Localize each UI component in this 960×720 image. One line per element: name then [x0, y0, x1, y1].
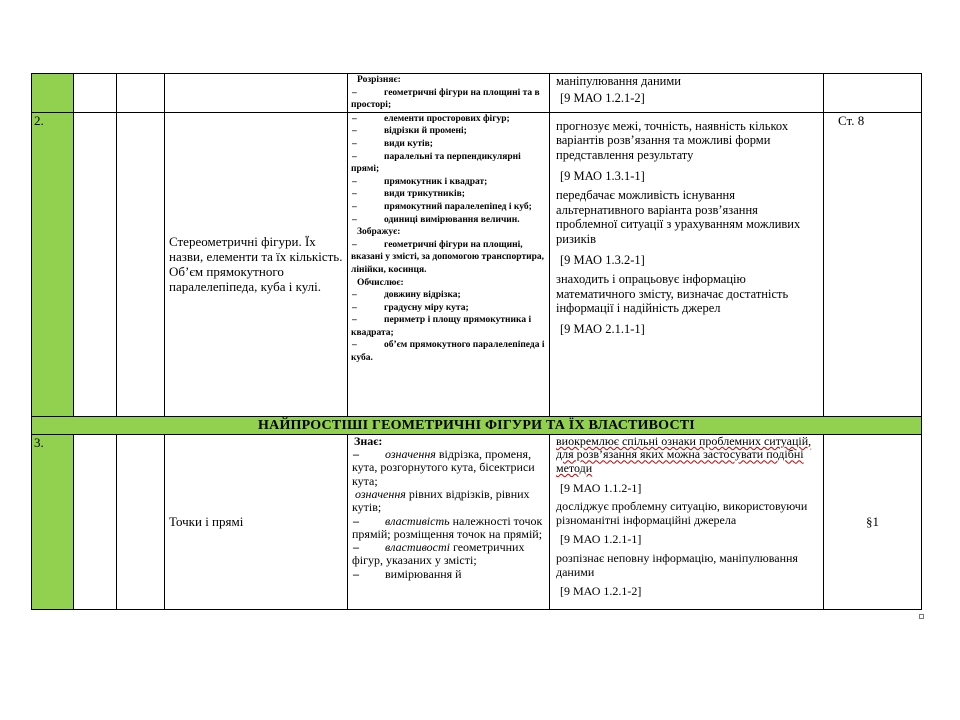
row-number: 3.: [32, 434, 74, 609]
empty-cell: [117, 112, 165, 416]
skills-item: – відрізки й промені;: [351, 125, 547, 138]
section-header-row: [32, 416, 922, 434]
topic-cell: Стереометричні фігури. Їх назви, елементи та їх кількість. Об’єм прямокутного паралелепіпеда, куба і кулі.: [165, 112, 348, 416]
topic-cell: Точки і прямі: [165, 434, 348, 609]
knows-item: означення рівних відрізків, рівних кутів;: [352, 486, 530, 515]
knows-heading: Знає:: [354, 434, 383, 448]
result-text: прогнозує межі, точність, наявність кількох варіантів розв’язання та можливі форми представлення результату: [556, 118, 789, 162]
knows-item: – властивість належності точок прямій; розміщення точок на прямій;: [352, 515, 547, 542]
section-title: НАЙПРОСТІШІ ГЕОМЕТРИЧНІ ФІГУРИ ТА ЇХ ВЛАСТИВОСТІ: [32, 416, 922, 434]
page-ref: Ст. 8: [824, 112, 922, 416]
knows-item: – означення відрізка, променя, кута, розгорнутого кута, бісектриси кута;: [352, 448, 547, 488]
result-code: [9 МАО 1.1.2-1]: [560, 480, 642, 495]
table-row-continued: [32, 74, 922, 113]
skills-cell: [348, 74, 550, 113]
depicts-heading: Зображує:: [357, 227, 401, 238]
knows-item: – властивості геометричних фігур, указаних у змісті;: [352, 541, 547, 568]
skills-item: – одиниці вимірювання величин.: [351, 214, 547, 227]
page-ref: §1: [824, 434, 922, 609]
calculates-item: – об’єм прямокутного паралелепіпеда і куба.: [351, 339, 547, 364]
results-cell: [550, 112, 824, 416]
knows-cell: [348, 434, 550, 609]
table-resize-handle-icon[interactable]: [919, 614, 924, 619]
skills-item: – елементи просторових фігур;: [351, 113, 547, 126]
table-row-2: [32, 112, 922, 416]
calculates-item: – градусну міру кута;: [351, 302, 547, 315]
empty-cell: [74, 112, 117, 416]
number-cell: [32, 74, 74, 113]
skills-heading: Розрізняє:: [357, 75, 401, 85]
results-cell: [550, 434, 824, 609]
result-code: [9 МАО 2.1.1-1]: [560, 321, 645, 336]
result-text: знаходить і опрацьовує інформацію математичного змісту, визначає достатність інформації і надійність джерел: [556, 272, 789, 316]
result-code: [9 МАО 1.2.1-2]: [560, 90, 645, 105]
skills-item: – види кутів;: [351, 138, 547, 151]
result-text: передбачає можливість існування альтернативного варіанта розв’язання проблемної ситуації з урахуванням можливих ризиків: [556, 188, 801, 246]
topic-cell: [165, 74, 348, 113]
empty-cell: [74, 74, 117, 113]
result-text: маніпулювання даними: [556, 74, 681, 88]
curriculum-table: [31, 73, 922, 610]
empty-cell: [117, 74, 165, 113]
depicts-item: – геометричні фігури на площині, вказані у змісті, за допомогою транспортира, лінійки, косинця.: [351, 239, 547, 277]
result-code: [9 МАО 1.3.2-1]: [560, 252, 645, 267]
calculates-item: – довжину відрізка;: [351, 289, 547, 302]
knows-item: – вимірювання й: [352, 568, 547, 581]
skills-cell: [348, 112, 550, 416]
skills-item: – прямокутник і квадрат;: [351, 176, 547, 189]
row-number: 2.: [32, 112, 74, 416]
result-code: [9 МАО 1.2.1-2]: [560, 584, 642, 599]
result-text: виокремлює спільні ознаки проблемних ситуацій, для розв’язання яких можна застосувати подібні методи: [556, 434, 812, 475]
empty-cell: [74, 434, 117, 609]
results-cell: [550, 74, 824, 113]
empty-cell: [117, 434, 165, 609]
result-text: досліджує проблемну ситуацію, використовуючи різноманітні інформаційні джерела: [556, 499, 808, 527]
result-text: розпізнає неповну інформацію, маніпулювання даними: [556, 550, 798, 579]
page-cell: [824, 74, 922, 113]
table-row-3: [32, 434, 922, 609]
result-code: [9 МАО 1.3.1-1]: [560, 168, 645, 183]
calculates-heading: Обчислює:: [357, 277, 404, 288]
skills-item: – види трикутників;: [351, 188, 547, 201]
skills-item: – прямокутний паралелепіпед і куб;: [351, 201, 547, 214]
skills-item: – паралельні та перпендикулярні прямі;: [351, 151, 547, 176]
skills-item: – геометричні фігури на площині та в просторі;: [351, 87, 547, 112]
calculates-item: – периметр і площу прямокутника і квадрата;: [351, 314, 547, 339]
result-code: [9 МАО 1.2.1-1]: [560, 532, 642, 547]
